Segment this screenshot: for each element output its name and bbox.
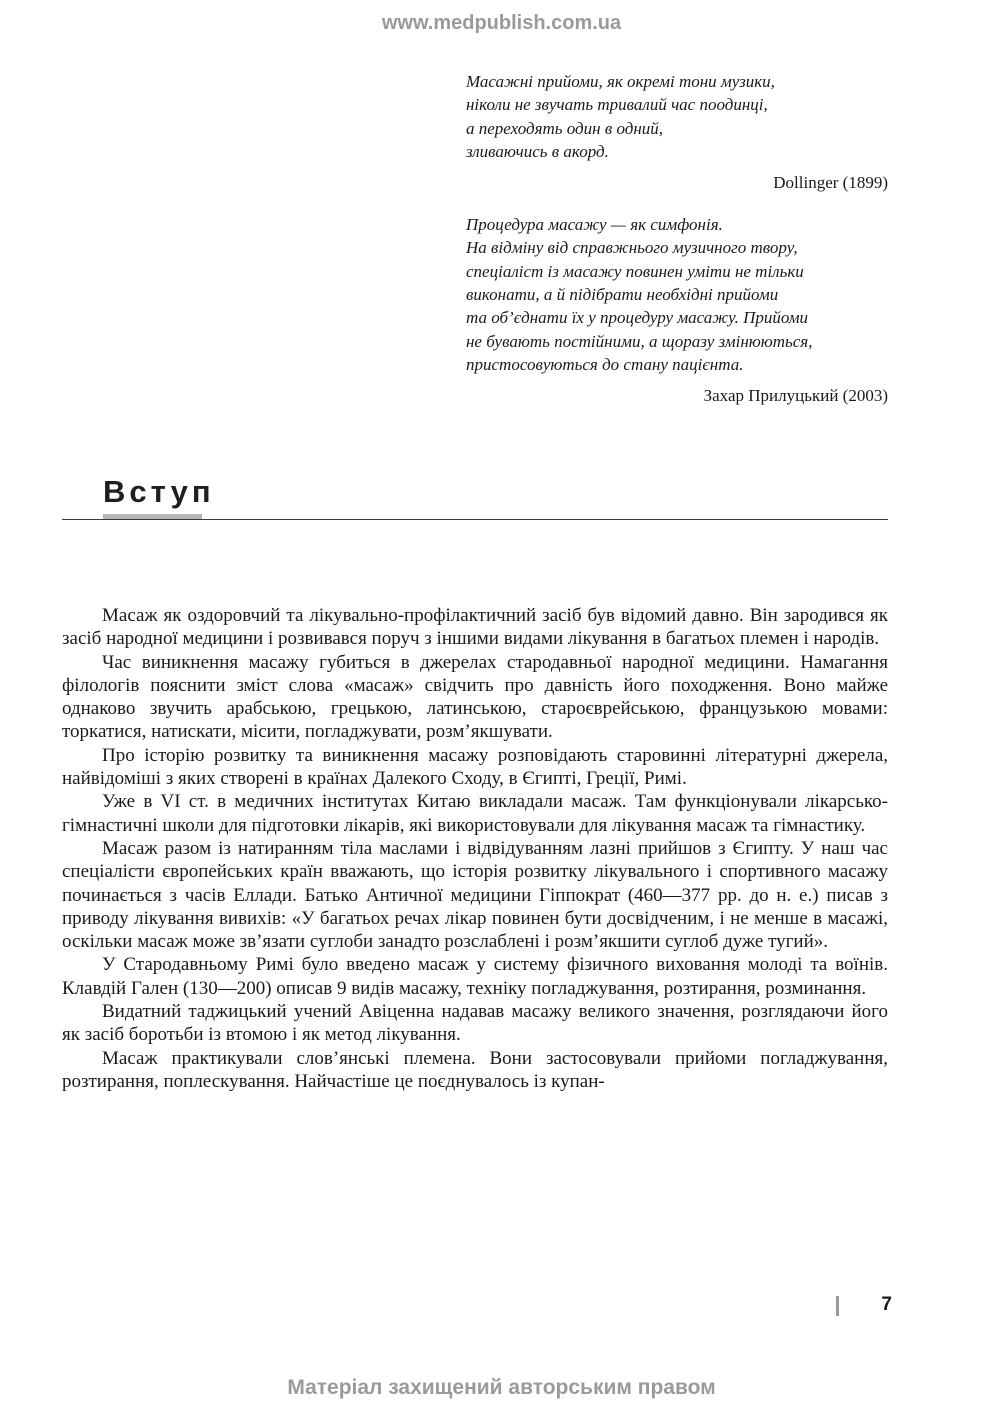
epigraph-line: Масажні прийоми, як окремі тони музики,	[466, 72, 775, 91]
epigraph-line: не бувають постійними, а щоразу змінюються,	[466, 331, 813, 351]
epigraph	[466, 70, 888, 194]
epigraph-line: ніколи не звучать тривалий час поодинці,	[466, 95, 768, 115]
paragraph: Час виникнення масажу губиться в джерелах стародавньої народної медицини. Намагання філологів пояснити зміст слова «масаж» свідчить про давність його походження. Воно майже однаково звучить арабською, грецькою, латинською, староєврейською, французькою мовами: торкатися, натискати, місити, погладжувати, розм’якшувати.	[62, 651, 888, 743]
paragraph: Масаж як оздоровчий та лікувально-профілактичний засіб був відомий давно. Він зародився як засіб народної медицини і розвивався поруч з іншими видами лікування в багатьох племен і народів.	[62, 605, 888, 650]
epigraph-line: пристосовуються до стану пацієнта.	[466, 354, 744, 374]
epigraph-attribution: Захар Прилуцький (2003)	[703, 386, 888, 406]
header-url: www.medpublish.com.ua	[381, 12, 622, 34]
paragraph: Масаж практикували слов’янські племена. Вони застосовували прийоми погладжування, розтирання, поплескування. Найчастіше це поєднувалось із купан-	[62, 1047, 888, 1092]
epigraph-line: Процедура масажу — як симфонія.	[466, 215, 723, 235]
epigraph-line: На відміну від справжнього музичного твору,	[466, 238, 798, 258]
epigraphs	[466, 70, 888, 407]
paragraph: Уже в VI ст. в медичних інститутах Китаю викладали масаж. Там функціонували лікарсько-гімнастичні школи для підготовки лікарів, які використовували для лікування масаж та гімнастику.	[62, 791, 888, 836]
body-text	[62, 604, 888, 1093]
paragraph: У Стародавньому Римі було введено масаж у систему фізичного виховання молоді та воїнів. Клавдій Гален (130—200) описав 9 видів масажу, техніку погладжування, розтирання, розминання.	[62, 954, 888, 999]
section-divider	[62, 519, 888, 520]
epigraph-line: та об’єднати їх у процедуру масажу. Прийоми	[466, 308, 809, 328]
epigraph-line: спеціаліст із масажу повинен уміти не тільки	[466, 261, 804, 281]
copyright-notice: Матеріал захищений авторським правом	[287, 1376, 716, 1399]
epigraph-line: зливаючись в акорд.	[466, 141, 609, 161]
paragraph: Масаж разом із натиранням тіла маслами і відвідуванням лазні прийшов з Єгипту. У наш час спеціалісти європейських країн вважають, що історія розвитку лікувального і спортивного масажу починається з часів Еллади. Батько Античної медицини Гіппократ (460—377 рр. до н. е.) писав з приводу лікування вивихів: «У багатьох речах лікар повинен бути досвідченим, і не менше в масажі, оскільки масаж може зв’язати суглоби занадто розслаблені і розм’якшити суглоб дуже тугий».	[62, 837, 888, 953]
epigraph-text	[466, 213, 888, 376]
epigraph-line: виконати, а й підібрати необхідні прийоми	[466, 285, 779, 305]
section-title: Вступ	[103, 474, 215, 509]
paragraph: Видатний таджицький учений Авіценна надавав масажу великого значення, розглядаючи його як засіб боротьби із втомою і як метод лікування.	[62, 1001, 888, 1046]
paragraph: Про історію розвитку та виникнення масажу розповідають старовинні літературні джерела, найвідоміші з яких створені в країнах Далекого Сходу, в Єгипті, Греції, Римі.	[62, 744, 888, 790]
epigraph	[466, 213, 888, 407]
epigraph-attribution: Dollinger (1899)	[773, 173, 888, 193]
page-number-marker	[836, 1296, 839, 1316]
page-number: 7	[881, 1294, 892, 1315]
epigraph-text	[466, 70, 888, 163]
epigraph-line: а переходять один в одний,	[466, 118, 664, 138]
